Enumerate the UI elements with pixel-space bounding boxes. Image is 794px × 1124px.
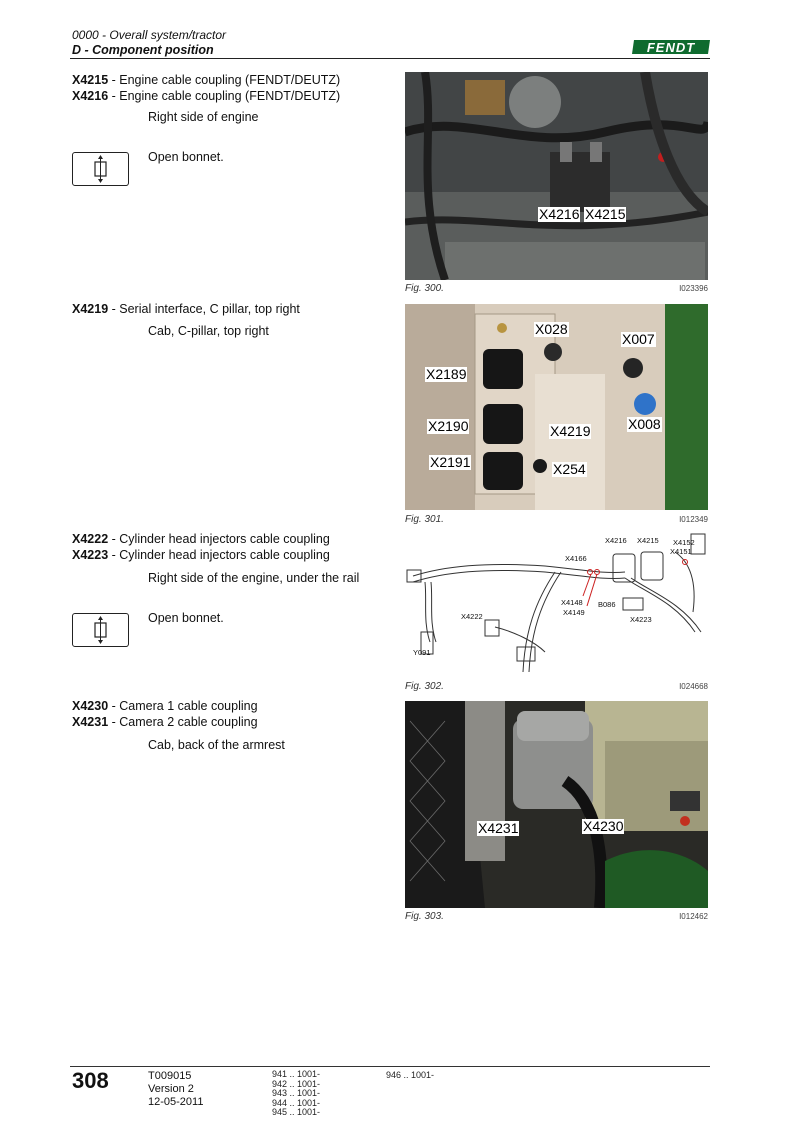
figure-code: I012349 (679, 515, 708, 524)
model-range: 944 .. 1001- (272, 1097, 321, 1108)
callout-x2189: X2189 (426, 366, 467, 382)
footer-rule (70, 1066, 710, 1067)
fendt-logo (630, 38, 712, 56)
component-code: X4230 (72, 699, 109, 713)
figure-caption: Fig. 303. (405, 911, 444, 922)
wiring-harness-drawing (405, 532, 708, 678)
component-code: X4223 (72, 548, 109, 562)
figure-caption: Fig. 300. (405, 283, 444, 294)
bonnet-open-icon (72, 152, 129, 186)
figure-caption: Fig. 301. (405, 514, 444, 525)
callout-x254: X254 (553, 461, 586, 477)
callout-x4166: X4166 (565, 554, 587, 563)
entry-x4215-x4216 (72, 72, 340, 104)
model-list (272, 1070, 320, 1118)
page-number: 308 (72, 1068, 109, 1093)
callout-x4231: X4231 (478, 820, 519, 836)
header-rule (70, 58, 710, 59)
callout-x4215: X4215 (585, 206, 626, 222)
figure-300-photo (405, 72, 708, 280)
document-date: 12-05-2011 (148, 1096, 204, 1108)
location-text: Right side of the engine, under the rail (148, 571, 360, 585)
location-text: Cab, back of the armrest (148, 738, 285, 752)
document-id: T009015 (148, 1070, 192, 1082)
callout-x4215: X4215 (637, 536, 659, 545)
figure-code: I012462 (679, 912, 708, 921)
model-range: 945 .. 1001- (272, 1107, 321, 1117)
component-desc: - Cylinder head injectors cable coupling (108, 548, 330, 562)
instruction-text: Open bonnet. (148, 150, 224, 164)
component-desc: - Engine cable coupling (FENDT/DEUTZ) (108, 73, 341, 87)
entry-x4219 (72, 301, 300, 317)
figure-303-photo (405, 701, 708, 908)
callout-x4151: X4151 (670, 547, 692, 556)
component-desc: - Cylinder head injectors cable coupling (108, 532, 330, 546)
model-range: 943 .. 1001- (272, 1088, 321, 1098)
callout-x2191: X2191 (430, 454, 471, 470)
entry-x4222-x4223 (72, 531, 330, 563)
location-text: Right side of engine (148, 110, 259, 124)
component-code: X4215 (72, 73, 109, 87)
callout-x008: X008 (628, 416, 661, 432)
bonnet-open-icon (72, 613, 129, 647)
callout-x4148: X4148 (561, 598, 583, 607)
callout-b086: B086 (598, 600, 616, 609)
component-code: X4231 (72, 715, 109, 729)
callout-x4222: X4222 (461, 612, 483, 621)
entry-x4230-x4231 (72, 698, 258, 730)
component-desc: - Camera 1 cable coupling (108, 699, 258, 713)
instruction-text: Open bonnet. (148, 611, 224, 625)
armrest-photo (405, 701, 708, 908)
figure-code: I024668 (679, 682, 708, 691)
callout-y091: Y091 (413, 648, 431, 657)
model-range: 941 .. 1001- (272, 1069, 321, 1079)
document-info (148, 1070, 203, 1109)
component-code: X4222 (72, 532, 109, 546)
component-code: X4219 (72, 302, 109, 316)
location-text: Cab, C-pillar, top right (148, 324, 269, 338)
callout-x4230: X4230 (583, 818, 624, 834)
component-code: X4216 (72, 89, 109, 103)
figure-caption: Fig. 302. (405, 681, 444, 692)
callout-x4152: X4152 (673, 538, 695, 547)
component-desc: - Engine cable coupling (FENDT/DEUTZ) (108, 89, 341, 103)
brand-text: FENDT (646, 40, 696, 55)
callout-x2190: X2190 (428, 418, 469, 434)
component-desc: - Serial interface, C pillar, top right (108, 302, 300, 316)
document-version: Version 2 (148, 1083, 194, 1095)
callout-x4219: X4219 (550, 423, 591, 439)
callout-x007: X007 (622, 331, 655, 347)
model-range: 942 .. 1001- (272, 1078, 321, 1089)
callout-x4149: X4149 (563, 608, 585, 617)
model-range-946: 946 .. 1001- (386, 1070, 435, 1080)
figure-302-drawing (405, 532, 708, 678)
engine-photo (405, 72, 708, 280)
callout-x028: X028 (535, 321, 568, 337)
callout-x4216: X4216 (539, 206, 580, 222)
callout-x4223: X4223 (630, 615, 652, 624)
header-section: 0000 - Overall system/tractor (72, 28, 227, 42)
callout-x4216: X4216 (605, 536, 627, 545)
figure-301-photo (405, 304, 708, 510)
component-desc: - Camera 2 cable coupling (108, 715, 258, 729)
figure-code: I023396 (679, 284, 708, 293)
header-chapter: D - Component position (72, 43, 214, 57)
